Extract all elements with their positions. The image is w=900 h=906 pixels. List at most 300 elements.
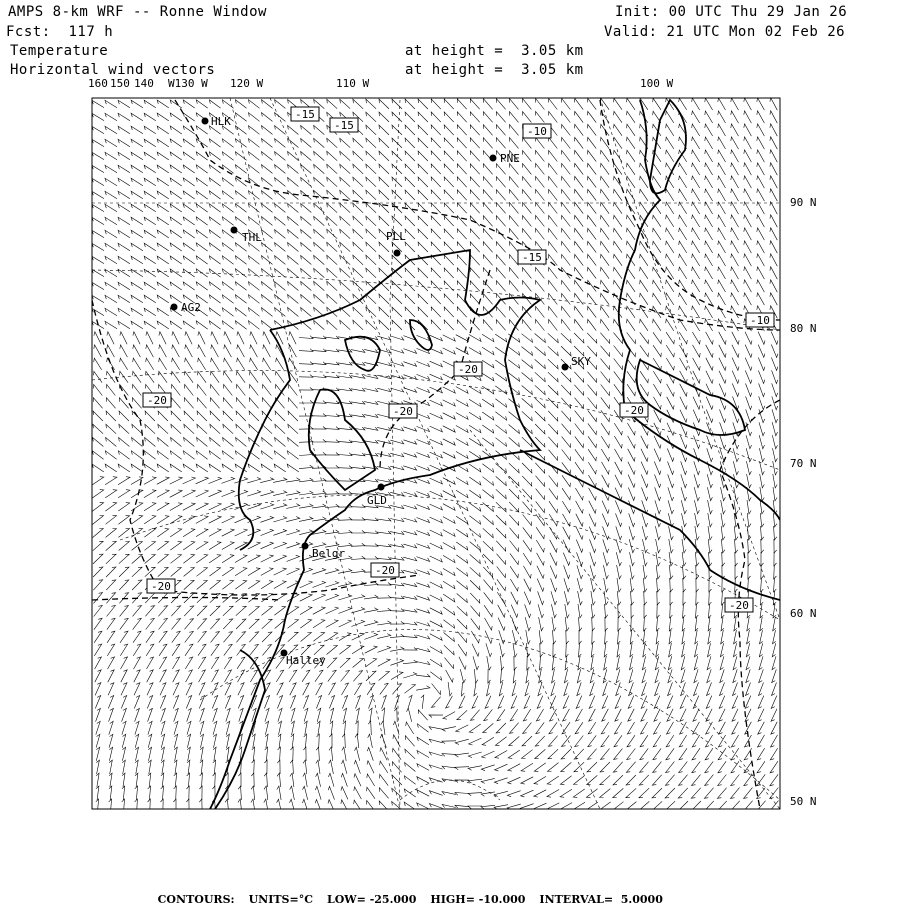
wind-vector — [196, 256, 207, 264]
wind-vector — [456, 490, 468, 497]
wind-vector — [286, 504, 300, 509]
wind-vector — [614, 423, 622, 435]
wind-vector — [696, 565, 699, 579]
wind-vector — [92, 451, 103, 459]
wind-vector — [731, 189, 739, 201]
wind-vector — [705, 254, 713, 266]
wind-vector — [352, 646, 364, 654]
wind-vector — [603, 539, 609, 552]
wind-vector — [537, 579, 544, 592]
wind-vector — [135, 734, 139, 748]
wind-vector — [666, 228, 674, 240]
wind-vector — [759, 435, 764, 449]
wind-vector — [719, 709, 725, 722]
wind-vector — [209, 191, 220, 199]
wind-vector — [430, 374, 443, 380]
wind-vector — [590, 552, 596, 565]
wind-vector — [393, 748, 402, 759]
wind-vector — [416, 570, 429, 575]
wind-vector — [431, 99, 441, 109]
wind-vector — [262, 632, 272, 642]
wind-vector — [288, 230, 299, 239]
wind-vector — [417, 751, 429, 758]
wind-vector — [600, 762, 610, 772]
wind-vector — [249, 113, 260, 122]
wind-vector — [108, 683, 114, 696]
wind-vector — [510, 579, 518, 591]
station-marker — [302, 543, 309, 550]
wind-vector — [682, 513, 687, 527]
wind-vector — [772, 370, 778, 383]
wind-vector — [249, 204, 260, 213]
wind-vector — [588, 462, 596, 474]
wind-vector — [379, 242, 389, 252]
wind-vector — [732, 696, 738, 709]
wind-vector — [260, 491, 273, 496]
wind-vector — [430, 647, 442, 654]
wind-vector — [682, 552, 686, 566]
wind-vector — [719, 358, 726, 371]
wind-vector — [430, 621, 442, 627]
wind-vector — [209, 152, 220, 160]
wind-vector — [552, 656, 555, 670]
wind-vector — [759, 643, 762, 657]
wind-vector — [615, 501, 622, 514]
wind-vector — [408, 695, 412, 708]
wind-vector — [417, 439, 430, 444]
wind-vector — [196, 490, 209, 497]
wind-vector — [455, 753, 469, 757]
wind-vector — [484, 605, 492, 617]
wind-vector — [757, 241, 765, 253]
wind-vector — [536, 229, 545, 240]
wind-vector — [429, 804, 442, 809]
wind-vector — [456, 568, 467, 576]
wind-vector — [469, 348, 481, 355]
wind-vector — [770, 98, 777, 110]
wind-vector — [157, 165, 169, 173]
wind-vector — [301, 165, 312, 174]
wind-vector — [496, 489, 506, 498]
wind-vector — [403, 570, 417, 573]
wind-vector — [510, 709, 518, 721]
wind-vector — [666, 254, 674, 266]
wind-vector — [390, 609, 404, 612]
wind-vector — [105, 217, 117, 224]
wind-vector — [261, 529, 274, 535]
wind-vector — [187, 708, 192, 721]
wind-vector — [705, 306, 713, 318]
wind-vector — [235, 308, 246, 317]
wind-vector — [338, 569, 352, 574]
wind-vector — [196, 542, 208, 550]
wind-vector — [640, 332, 649, 343]
wind-vector — [457, 151, 466, 161]
wind-vector — [432, 684, 441, 695]
wind-vector — [183, 217, 194, 225]
wind-vector — [577, 682, 581, 695]
wind-vector — [746, 461, 751, 475]
wind-vector — [640, 319, 648, 331]
wind-vector — [252, 734, 255, 748]
wind-vector — [565, 617, 569, 631]
wind-vector — [379, 216, 389, 226]
wind-vector — [707, 448, 713, 461]
wind-vector — [666, 137, 674, 149]
wind-vector — [132, 567, 142, 577]
wind-vector — [733, 461, 738, 475]
wind-vector — [501, 669, 504, 683]
wind-vector — [600, 333, 609, 344]
wind-vector — [495, 764, 508, 771]
wind-vector — [340, 99, 350, 108]
wind-vector — [444, 203, 454, 213]
wind-vector — [405, 112, 415, 122]
wind-vector — [640, 280, 648, 292]
wind-vector — [721, 526, 725, 540]
wind-vector — [325, 349, 339, 352]
wind-vector — [575, 449, 584, 460]
wind-vector — [483, 294, 492, 305]
wind-vector — [107, 345, 115, 357]
wind-vector — [196, 529, 208, 537]
wind-vector — [92, 139, 104, 146]
wind-vector — [563, 527, 570, 539]
wind-vector — [483, 99, 492, 110]
wind-vector — [224, 385, 233, 396]
wind-vector — [314, 177, 325, 186]
wind-vector — [222, 490, 235, 496]
wind-vector — [601, 280, 610, 291]
wind-vector — [457, 177, 466, 187]
wind-vector — [105, 230, 117, 237]
wind-vector — [96, 799, 99, 813]
wind-vector — [147, 670, 154, 682]
wind-vector — [352, 633, 365, 640]
wind-vector — [692, 332, 700, 344]
wind-vector — [170, 243, 182, 251]
wind-vector — [183, 555, 194, 564]
wind-vector — [692, 254, 700, 266]
wind-vector — [744, 280, 752, 292]
wind-vector — [603, 669, 607, 683]
wind-vector — [549, 177, 558, 188]
wind-vector — [222, 581, 233, 590]
wind-vector — [483, 515, 494, 524]
wind-vector — [693, 696, 699, 709]
wind-vector — [161, 747, 164, 761]
wind-vector — [469, 464, 481, 472]
wind-vector — [732, 332, 739, 344]
wind-vector — [668, 682, 673, 695]
wind-vector — [172, 619, 181, 630]
wind-vector — [186, 799, 189, 813]
wind-vector — [640, 189, 648, 201]
wind-vector — [144, 269, 156, 277]
wind-vector — [105, 100, 117, 107]
wind-vector — [247, 490, 260, 496]
wind-vector — [277, 786, 281, 800]
wind-vector — [497, 567, 506, 578]
wind-vector — [758, 358, 765, 371]
wind-vector — [575, 254, 584, 265]
wind-vector — [522, 750, 533, 759]
wind-vector — [601, 176, 610, 187]
wind-vector — [652, 775, 661, 785]
wind-vector — [718, 124, 726, 136]
wind-vector — [523, 553, 531, 565]
wind-vector — [275, 178, 286, 187]
wind-vector — [731, 788, 740, 799]
wind-vector — [483, 242, 492, 253]
wind-vector — [640, 762, 649, 773]
wind-vector — [146, 631, 154, 642]
wind-vector — [446, 670, 454, 682]
wind-vector — [131, 178, 143, 186]
wind-vector — [744, 137, 752, 149]
wind-vector — [666, 345, 674, 357]
wind-vector — [392, 294, 402, 304]
contour-label-text: -20 — [729, 599, 749, 612]
wind-vector — [148, 734, 152, 748]
wind-vector — [353, 242, 363, 252]
wind-vector — [158, 567, 168, 576]
wind-vector — [106, 554, 116, 564]
wind-vector — [757, 228, 765, 240]
wind-vector — [562, 138, 571, 149]
wind-vector — [184, 398, 193, 409]
wind-vector — [144, 451, 155, 459]
wind-vector — [187, 773, 190, 787]
contour-label-text: -20 — [458, 363, 478, 376]
wind-vector — [614, 241, 622, 252]
wind-vector — [106, 438, 117, 447]
wind-vector — [92, 100, 104, 107]
wind-vector — [669, 526, 674, 540]
wind-vector — [680, 384, 687, 396]
wind-vector — [575, 111, 584, 122]
wind-vector — [443, 452, 455, 458]
wind-vector — [338, 479, 352, 482]
wind-vector — [653, 345, 661, 357]
wind-vector — [521, 790, 534, 797]
wind-vector — [338, 582, 352, 587]
wind-vector — [403, 596, 417, 599]
wind-vector — [236, 438, 247, 447]
wind-vector — [351, 505, 365, 508]
wind-vector — [249, 632, 258, 642]
wind-vector — [222, 178, 233, 186]
wind-vector — [747, 474, 752, 488]
wind-vector — [564, 682, 568, 695]
wind-vector — [92, 243, 104, 250]
wind-vector — [536, 527, 544, 539]
wind-vector — [211, 345, 219, 357]
wind-vector — [314, 151, 325, 160]
wind-vector — [105, 152, 117, 159]
wind-vector — [679, 267, 687, 279]
wind-vector — [602, 462, 610, 474]
wind-vector — [575, 150, 584, 161]
wind-vector — [588, 98, 597, 109]
wind-vector — [392, 125, 402, 135]
wind-vector — [758, 696, 764, 709]
wind-vector — [446, 696, 453, 708]
wind-vector — [483, 320, 492, 331]
wind-vector — [653, 176, 661, 188]
wind-vector — [93, 580, 102, 590]
wind-vector — [483, 229, 492, 240]
wind-vector — [430, 517, 443, 523]
wind-vector — [630, 578, 634, 592]
wind-vector — [627, 306, 635, 318]
wind-vector — [340, 255, 350, 264]
wind-vector — [615, 449, 623, 461]
wind-vector — [630, 565, 634, 579]
wind-vector — [746, 669, 750, 682]
wind-vector — [495, 399, 506, 407]
wind-vector — [262, 282, 273, 291]
wind-vector — [223, 424, 233, 433]
wind-vector — [222, 282, 233, 290]
wind-vector — [521, 777, 533, 784]
contour-label — [143, 393, 171, 407]
wind-vector — [392, 775, 402, 785]
wind-vector — [262, 619, 272, 628]
wind-vector — [496, 438, 507, 447]
wind-vector — [209, 230, 220, 238]
lon-label-100: 100 W — [640, 77, 674, 90]
wind-vector — [510, 242, 519, 253]
wind-vector — [353, 281, 363, 291]
wind-vector — [536, 190, 545, 201]
wind-vector — [721, 630, 724, 644]
wind-vector — [197, 398, 206, 409]
wind-vector — [222, 139, 233, 147]
wind-vector — [443, 543, 455, 550]
wind-vector — [251, 799, 255, 813]
wind-vector — [706, 397, 713, 410]
wind-vector — [730, 801, 739, 811]
wind-vector — [510, 528, 519, 539]
wind-vector — [312, 568, 325, 574]
wind-vector — [366, 268, 376, 278]
wind-vector — [122, 734, 126, 748]
wind-vector — [301, 243, 312, 252]
wind-vector — [443, 400, 456, 406]
wind-vector — [770, 150, 777, 162]
wind-vector — [430, 426, 443, 432]
wind-vector — [144, 100, 156, 108]
wind-vector — [172, 358, 180, 370]
wind-vector — [405, 151, 415, 161]
wind-vector — [325, 569, 339, 574]
wind-vector — [170, 165, 182, 173]
contour-label-text: -15 — [334, 119, 354, 132]
wind-vector — [197, 568, 208, 577]
wind-vector — [496, 320, 505, 331]
wind-vector — [430, 348, 443, 354]
station-marker — [394, 250, 401, 257]
wind-vector — [770, 228, 777, 240]
wind-vector — [340, 216, 350, 225]
wind-vector — [107, 332, 114, 345]
wind-vector — [481, 792, 495, 796]
wind-vector — [418, 112, 428, 122]
wind-vector — [566, 643, 569, 657]
wind-vector — [364, 401, 378, 404]
wind-vector — [666, 332, 674, 344]
wind-vector — [248, 464, 260, 472]
wind-vector — [706, 371, 713, 384]
wind-vector — [536, 216, 545, 227]
wind-vector — [588, 241, 597, 252]
wind-vector — [695, 630, 698, 644]
wind-vector — [264, 773, 267, 787]
wind-vector — [483, 281, 492, 292]
wind-vector — [642, 513, 648, 526]
wind-vector — [213, 734, 216, 748]
wind-vector — [291, 747, 294, 761]
wind-vector — [443, 348, 456, 354]
wind-vector — [109, 786, 112, 800]
wind-vector — [494, 791, 508, 796]
wind-vector — [299, 362, 313, 365]
wind-vector — [509, 502, 519, 512]
wind-vector — [222, 503, 235, 510]
init-time: Init: 00 UTC Thu 29 Jan 26 — [615, 4, 848, 20]
wind-vector — [197, 581, 208, 590]
wind-vector — [429, 765, 442, 769]
wind-vector — [94, 644, 101, 656]
wind-vector — [589, 501, 596, 513]
wind-vector — [301, 217, 312, 226]
wind-vector — [380, 683, 388, 694]
wind-vector — [562, 501, 570, 513]
wind-vector — [341, 671, 350, 682]
contour-legend — [150, 880, 677, 906]
wind-vector — [524, 566, 532, 578]
wind-vector — [746, 448, 751, 462]
wind-vector — [92, 295, 104, 302]
wind-vector — [444, 190, 454, 200]
wind-vector — [119, 424, 129, 433]
wind-vector — [718, 111, 726, 123]
wind-vector — [122, 708, 127, 721]
wind-vector — [356, 708, 359, 722]
wind-vector — [288, 165, 299, 174]
wind-vector — [416, 686, 430, 690]
wind-vector — [536, 151, 545, 162]
wind-vector — [455, 805, 469, 808]
wind-vector — [403, 544, 416, 548]
wind-vector — [262, 178, 273, 187]
wind-vector — [483, 164, 492, 175]
wind-vector — [316, 696, 321, 709]
wind-vector — [747, 617, 750, 631]
wind-vector — [757, 150, 765, 162]
wind-vector — [472, 696, 478, 709]
wind-vector — [377, 388, 391, 392]
wind-vector — [132, 398, 141, 409]
wind-vector — [263, 332, 270, 345]
wind-vector — [354, 800, 362, 812]
wind-vector — [563, 709, 570, 721]
wind-vector — [157, 516, 169, 524]
wind-vector — [403, 648, 417, 651]
wind-vector — [692, 267, 700, 279]
wind-vector — [667, 397, 674, 409]
